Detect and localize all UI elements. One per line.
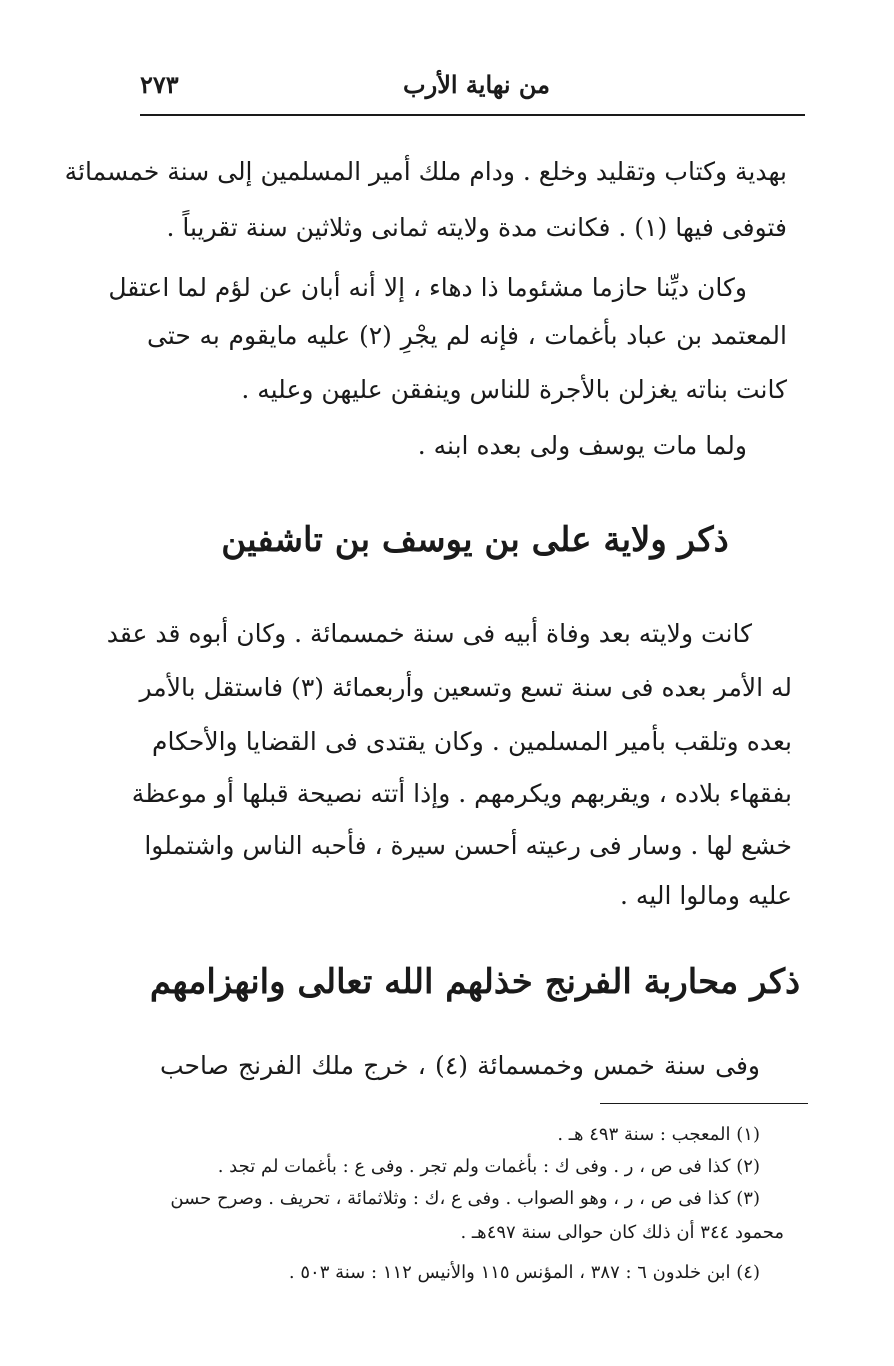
paragraph-line: وكان ديِّنا حازما مشئوما ذا دهاء ، إلا أنه أبان عن لؤم لما اعتقل (108, 273, 747, 302)
paragraph-line: ولما مات يوسف ولى بعده ابنه . (417, 431, 747, 460)
paragraph-line: كانت ولايته بعد وفاة أبيه فى سنة خمسمائة . وكان أبوه قد عقد (106, 619, 752, 648)
footnote: (٤) ابن خلدون ٦ : ٣٨٧ ، المؤنس ١١٥ والأنيس ١١٢ : سنة ٥٠٣ . (288, 1262, 760, 1283)
paragraph-line: عليه ومالوا اليه . (620, 881, 792, 910)
running-title: من نهاية الأرب (403, 70, 550, 99)
paragraph-line: المعتمد بن عباد بأغمات ، فإنه لم يجْرِ (٢) عليه مايقوم به حتى (147, 321, 787, 350)
paragraph-line: وفى سنة خمس وخمسمائة (٤) ، خرج ملك الفرنج صاحب (160, 1051, 760, 1080)
section-heading: ذكر ولاية على بن يوسف بن تاشفين (221, 520, 729, 560)
header-rule (140, 114, 805, 116)
footnote: (١) المعجب : سنة ٤٩٣ هـ . (557, 1124, 760, 1145)
paragraph-line: كانت بناته يغزلن بالأجرة للناس وينفقن عليهن وعليه . (241, 375, 787, 404)
paragraph-line: بهدية وكتاب وتقليد وخلع . ودام ملك أمير المسلمين إلى سنة خمسمائة (64, 157, 787, 186)
page-number: ٢٧٣ (140, 70, 179, 99)
section-heading: ذكر محاربة الفرنج خذلهم الله تعالى وانهزامهم (149, 962, 801, 1002)
footnote: (٣) كذا فى ص ، ر ، وهو الصواب . وفى ع ،ك : وثلاثمائة ، تحريف . وصرح حسن (170, 1188, 760, 1209)
paragraph-line: له الأمر بعده فى سنة تسع وتسعين وأربعمائة (٣) فاستقل بالأمر (139, 673, 792, 702)
running-head (140, 66, 800, 106)
footnote: محمود ٣٤٤ أن ذلك كان حوالى سنة ٤٩٧هـ . (460, 1222, 784, 1243)
footnote-rule (600, 1103, 808, 1104)
paragraph-line: بفقهاء بلاده ، ويقربهم ويكرمهم . وإذا أتته نصيحة قبلها أو موعظة (131, 779, 792, 808)
paragraph-line: فتوفى فيها (١) . فكانت مدة ولايته ثمانى وثلاثين سنة تقريباً . (166, 213, 787, 242)
paragraph-line: بعده وتلقب بأمير المسلمين . وكان يقتدى فى القضايا والأحكام (152, 727, 792, 756)
footnote: (٢) كذا فى ص ، ر . وفى ك : بأغمات ولم تجر . وفى ع : بأغمات لم تجد . (217, 1156, 760, 1177)
paragraph-line: خشع لها . وسار فى رعيته أحسن سيرة ، فأحبه الناس واشتملوا (144, 831, 792, 860)
